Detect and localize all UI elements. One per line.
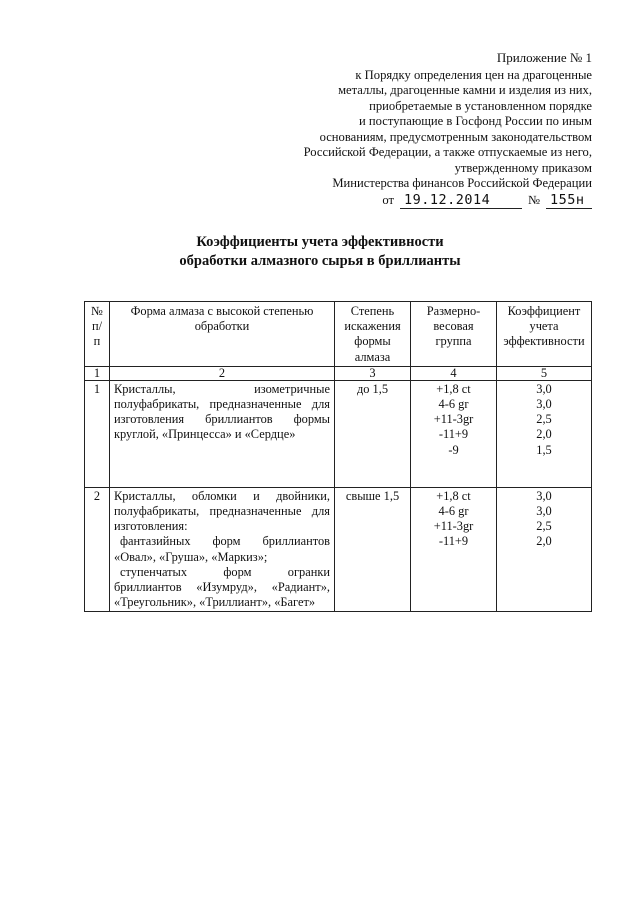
coef-value: 2,0 [536, 534, 552, 549]
header-form: Форма алмаза с высокой степенью обработки [110, 302, 335, 367]
appendix-line: приобретаемые в установленном порядке [369, 98, 592, 113]
appendix-line: и поступающие в Госфонд России по иным [359, 114, 592, 128]
appendix-title: Приложение № 1 [496, 50, 592, 65]
appendix-line: основаниям, предусмотренным законодательством [319, 129, 592, 144]
row-coefs [497, 487, 592, 612]
table-header-row [85, 302, 592, 367]
coef-value: 3,0 [536, 488, 552, 503]
group-value: -9 [448, 442, 459, 457]
form-paragraph: фантазийных форм бриллиантов «Овал», «Груша», «Маркиз»; [114, 534, 330, 564]
coef-value: 2,5 [536, 519, 552, 534]
group-value: +1,8 ct [436, 381, 471, 396]
group-value: 4-6 gr [438, 504, 469, 519]
appendix-line: к Порядку определения цен на драгоценные [355, 67, 592, 82]
row-coefs [497, 380, 592, 487]
coef-value: 3,0 [536, 397, 552, 412]
column-number: 3 [335, 366, 411, 380]
order-date: 19.12.2014 [400, 193, 522, 210]
group-value: 4-6 gr [438, 397, 469, 412]
coef-value: 2,0 [536, 427, 552, 442]
coefficients-table [84, 301, 592, 612]
group-value: +11-3gr [433, 519, 474, 534]
row-degree: свыше 1,5 [335, 487, 411, 612]
title-line-2: обработки алмазного сырья в бриллианты [179, 253, 461, 269]
title-line-1: Коэффициенты учета эффективности [196, 234, 444, 250]
appendix-block [304, 50, 592, 209]
group-value: -11+9 [438, 534, 469, 549]
row-number: 1 [85, 380, 110, 487]
number-label: № [527, 192, 540, 207]
appendix-line: утвержденному приказом [454, 160, 592, 175]
table-row [85, 380, 592, 487]
column-number: 5 [497, 366, 592, 380]
coef-value: 2,5 [536, 412, 552, 427]
group-value: +11-3gr [433, 412, 474, 427]
coef-value: 3,0 [536, 381, 552, 396]
from-label: от [382, 192, 394, 207]
document-title [0, 233, 640, 271]
coef-value: 3,0 [536, 504, 552, 519]
group-value: +1,8 ct [436, 488, 471, 503]
row-groups [411, 380, 497, 487]
form-paragraph: ступенчатых форм огранки бриллиантов «Изумруд», «Радиант», «Треугольник», «Триллиант», «Багет» [114, 564, 330, 610]
row-form [110, 380, 335, 487]
order-reference [304, 193, 592, 210]
header-group: Размерно-весовая группа [411, 302, 497, 367]
header-num: № п/п [85, 302, 110, 367]
column-number: 4 [411, 366, 497, 380]
table-row [85, 487, 592, 612]
column-number: 2 [110, 366, 335, 380]
row-number: 2 [85, 487, 110, 612]
row-groups [411, 487, 497, 612]
column-number-row [85, 366, 592, 380]
appendix-line: металлы, драгоценные камни и изделия из них, [338, 83, 592, 97]
appendix-line: Российской Федерации, а также отпускаемые из него, [303, 145, 592, 159]
order-number: 155н [546, 193, 592, 210]
column-number: 1 [85, 366, 110, 380]
row-form [110, 487, 335, 612]
header-coef: Коэффициент учета эффективности [497, 302, 592, 367]
group-value: -11+9 [438, 427, 469, 442]
header-degree: Степень искажения формы алмаза [335, 302, 411, 367]
form-paragraph: Кристаллы, обломки и двойники, полуфабрикаты, предназначенные для изготовления: [114, 488, 330, 534]
form-paragraph: Кристаллы, изометричные полуфабрикаты, предназначенные для изготовления бриллиантов формы круглой, «Принцесса» и «Сердце» [114, 381, 330, 442]
row-degree: до 1,5 [335, 380, 411, 487]
coef-value: 1,5 [536, 442, 552, 457]
appendix-line: Министерства финансов Российской Федерации [332, 176, 592, 190]
